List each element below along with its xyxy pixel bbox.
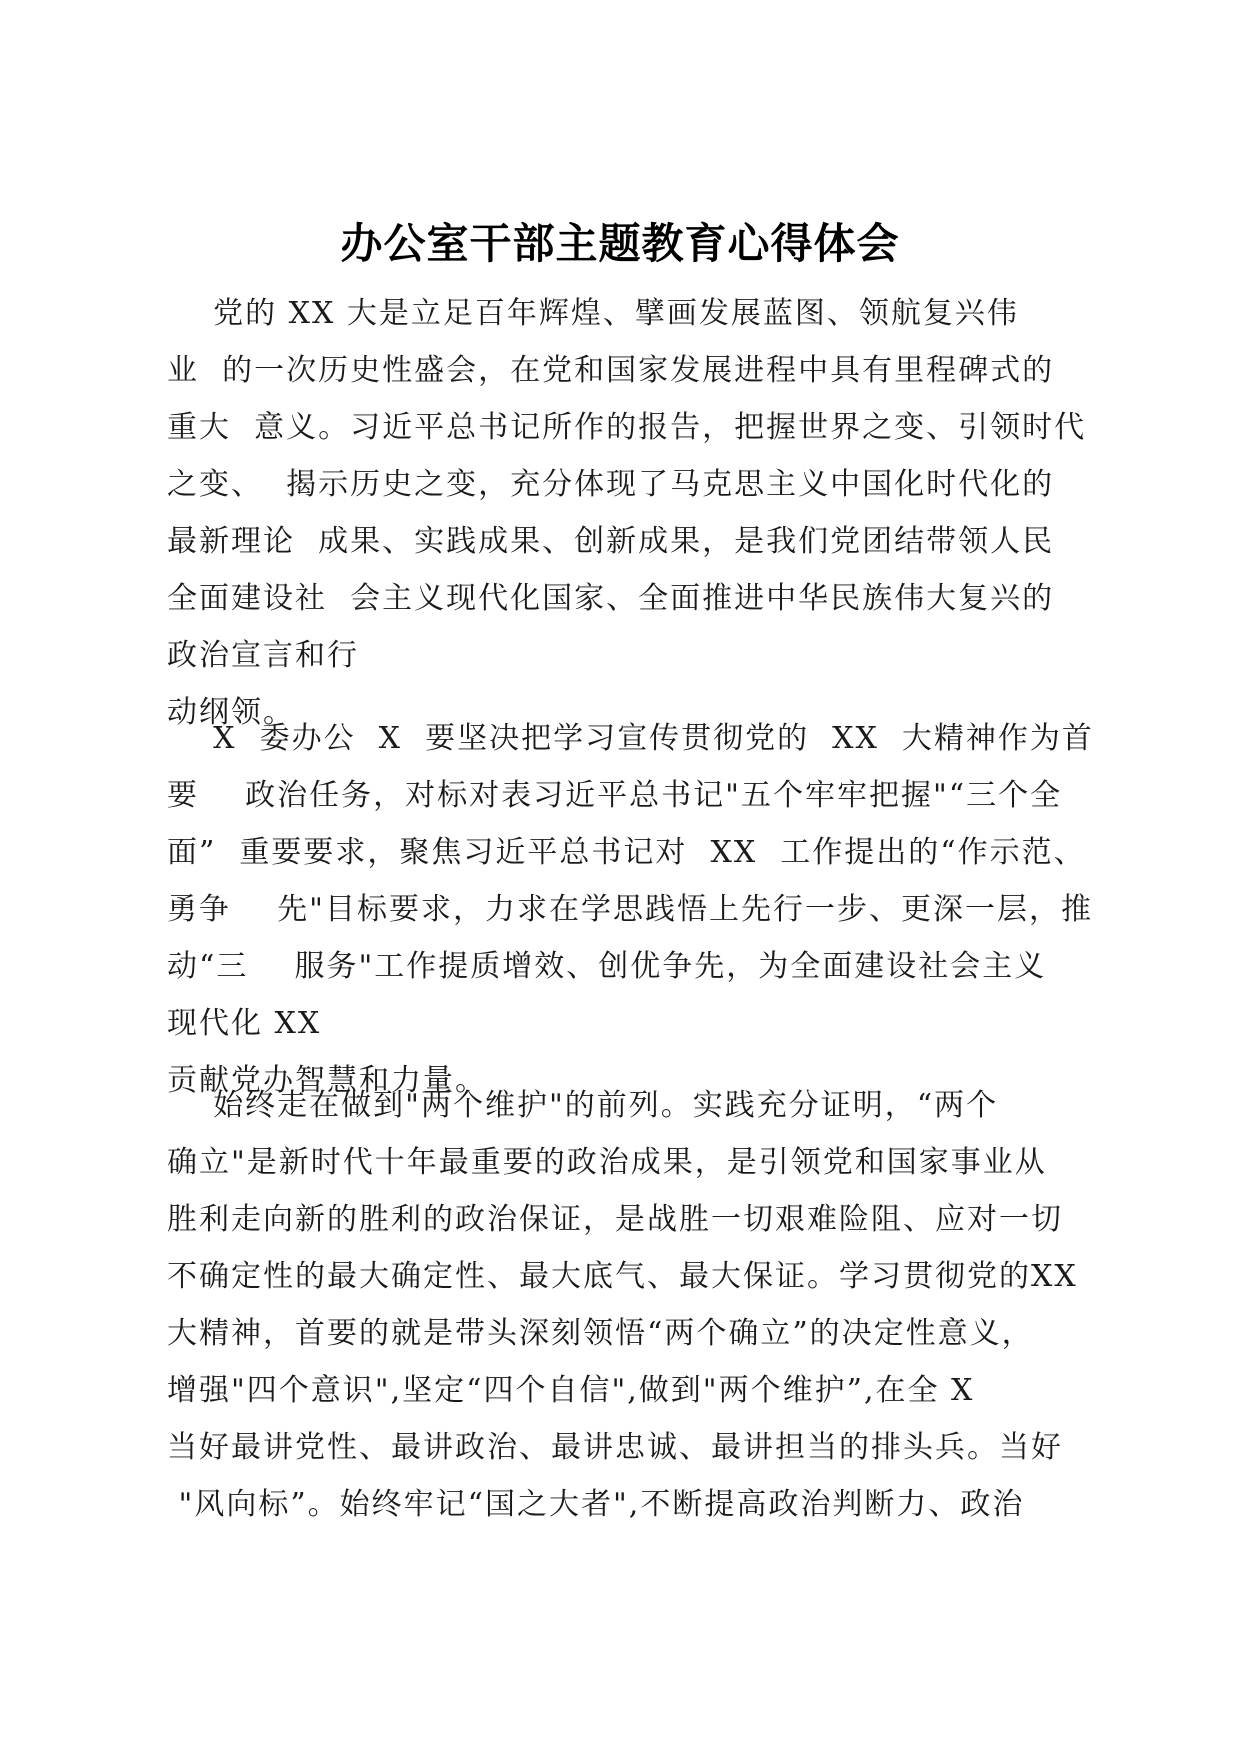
paragraph-line: 全面建设社 会主义现代化国家、全面推进中华民族伟大复兴的 — [167, 581, 1055, 616]
paragraph-line: 最新理论 成果、实践成果、创新成果，是我们党团结带领人民 — [167, 524, 1055, 559]
paragraph-line: 要 政治任务，对标对表习近平总书记"五个牢牢把握"“三个全 — [167, 778, 1063, 813]
paragraph-line: 贡献党办智慧和力量。 — [167, 1063, 487, 1098]
paragraph-line: "风向标”。始终牢记“国之大者",不断提高政治判断力、政治 — [167, 1487, 1025, 1522]
document-title: 办公室干部主题教育心得体会 — [340, 219, 900, 268]
paragraph-line: 现代化 XX — [167, 1006, 322, 1041]
paragraph-line: 业 的一次历史性盛会，在党和国家发展进程中具有里程碑式的 — [167, 353, 1055, 388]
paragraph-line: 始终走在做到"两个维护"的前列。实践充分证明，“两个 — [167, 1088, 999, 1123]
paragraph-line: 增强"四个意识",坚定“四个自信",做到"两个维护”,在全 X — [167, 1373, 975, 1408]
paragraph-line: 面” 重要要求，聚焦习近平总书记对 XX 工作提出的“作示范、 — [167, 835, 1086, 870]
paragraph-line: 之变、 揭示历史之变，充分体现了马克思主义中国化时代化的 — [167, 467, 1055, 502]
paragraph-line: 重大 意义。习近平总书记所作的报告，把握世界之变、引领时代 — [167, 410, 1087, 445]
paragraph-1 — [167, 285, 1087, 741]
paragraph-line: 不确定性的最大确定性、最大底气、最大保证。学习贯彻党的XX — [167, 1259, 1078, 1294]
paragraph-line: 动纲领。 — [167, 695, 295, 730]
paragraph-3 — [167, 1077, 1087, 1533]
paragraph-line: 政治宣言和行 — [167, 638, 359, 673]
paragraph-line: 当好最讲党性、最讲政治、最讲忠诚、最讲担当的排头兵。当好 — [167, 1430, 1063, 1465]
paragraph-line: 动“三 服务"工作提质增效、创优争先，为全面建设社会主义 — [167, 949, 1047, 984]
paragraph-line: 确立"是新时代十年最重要的政治成果，是引领党和国家事业从 — [167, 1145, 1047, 1180]
paragraph-line: 胜利走向新的胜利的政治保证，是战胜一切艰难险阻、应对一切 — [167, 1202, 1063, 1237]
paragraph-line: 大精神，首要的就是带头深刻领悟“两个确立”的决定性意义， — [167, 1316, 1034, 1351]
paragraph-line: 勇争 先"目标要求，力求在学思践悟上先行一步、更深一层，推 — [167, 892, 1093, 927]
paragraph-2 — [167, 710, 1094, 1109]
paragraph-line: X 委办公 X 要坚决把学习宣传贯彻党的 XX 大精神作为首 — [167, 721, 1094, 756]
paragraph-line: 党的 XX 大是立足百年辉煌、擘画发展蓝图、领航复兴伟 — [167, 296, 1019, 331]
